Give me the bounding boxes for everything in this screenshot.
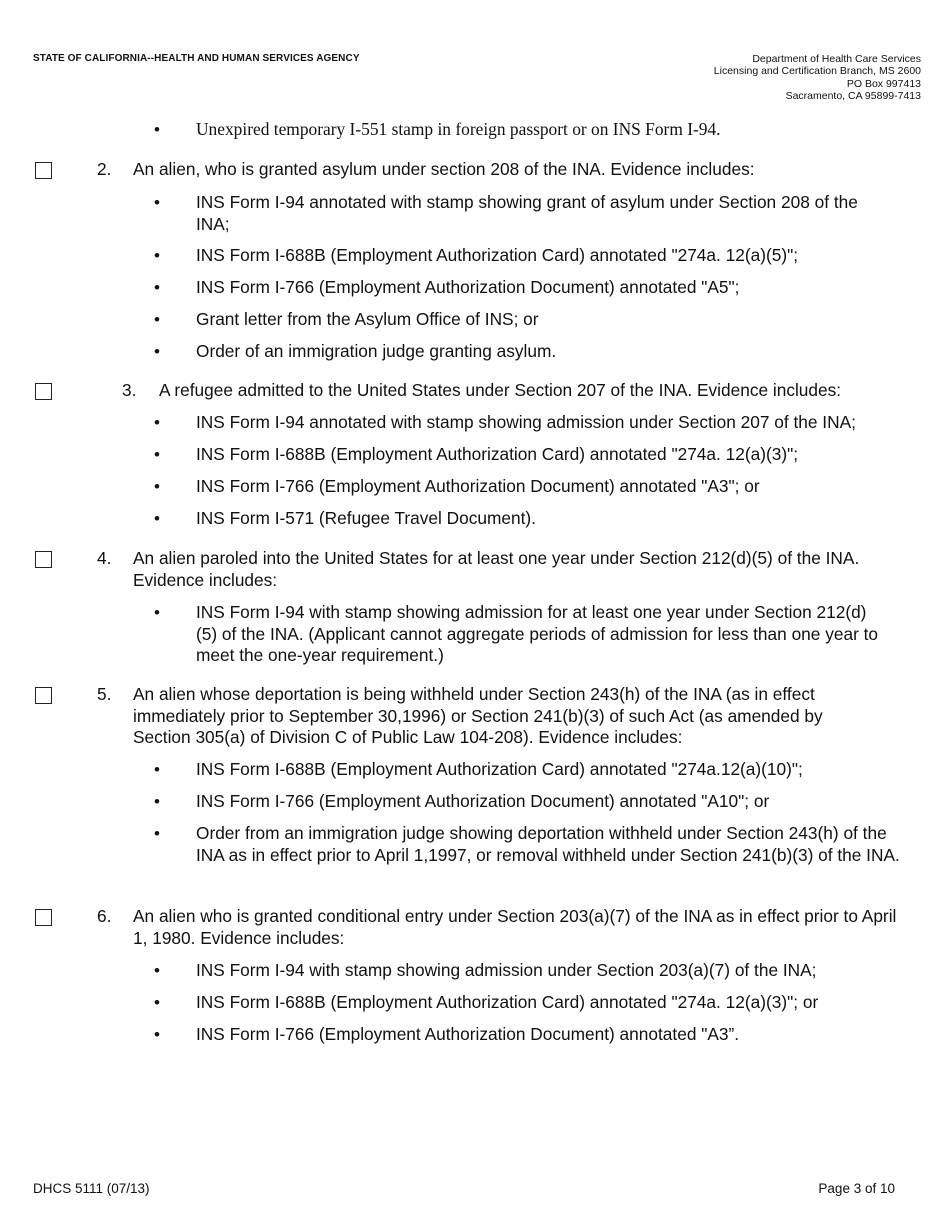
bullet-icon: • xyxy=(154,477,160,496)
bullet-text: INS Form I-766 (Employment Authorization Document) annotated "A3”. xyxy=(196,1024,740,1044)
bullet-icon: • xyxy=(154,120,160,139)
bullet-text: Grant letter from the Asylum Office of INS; or xyxy=(196,309,539,329)
department-address xyxy=(601,53,921,102)
bullet-icon: • xyxy=(154,824,160,843)
intro-bullet-text: Unexpired temporary I-551 stamp in foreign passport or on INS Form I-94. xyxy=(196,119,721,139)
bullet-icon: • xyxy=(154,509,160,528)
bullet-icon: • xyxy=(154,760,160,779)
bullet-text: INS Form I-688B (Employment Authorization Card) annotated "274a. 12(a)(3)"; or xyxy=(196,992,819,1012)
item-number: 2. xyxy=(97,159,112,179)
bullet-text: INS Form I-571 (Refugee Travel Document). xyxy=(196,508,536,528)
item-text: An alien whose deportation is being withheld under Section 243(h) of the INA (as in effect immediately prior to September 30,1996) or Section 241(b)(3) of such Act (as amended by Section 305(a) of Division C of Public Law 104-208). Evidence includes: xyxy=(133,684,823,747)
bullet-text: INS Form I-766 (Employment Authorization Document) annotated "A10"; or xyxy=(196,791,770,811)
department-line: Licensing and Certification Branch, MS 2600 xyxy=(713,65,921,78)
bullet-text: INS Form I-688B (Employment Authorization Card) annotated "274a. 12(a)(3)"; xyxy=(196,444,799,464)
bullet-icon: • xyxy=(154,603,160,622)
bullet-icon: • xyxy=(154,342,160,361)
agency-header: STATE OF CALIFORNIA--HEALTH AND HUMAN SERVICES AGENCY xyxy=(33,53,360,64)
bullet-text: INS Form I-688B (Employment Authorization Card) annotated "274a. 12(a)(5)"; xyxy=(196,245,799,265)
bullet-text: Order of an immigration judge granting asylum. xyxy=(196,341,557,361)
bullet-text: INS Form I-94 annotated with stamp showing admission under Section 207 of the INA; xyxy=(196,412,856,432)
bullet-icon: • xyxy=(154,792,160,811)
item-number: 3. xyxy=(122,380,137,400)
bullet-text: INS Form I-688B (Employment Authorization Card) annotated "274a.12(a)(10)"; xyxy=(196,759,803,779)
bullet-icon: • xyxy=(154,413,160,432)
bullet-icon: • xyxy=(154,961,160,980)
item-text: An alien paroled into the United States for at least one year under Section 212(d)(5) of the INA. Evidence includes: xyxy=(133,548,860,590)
department-line: PO Box 997413 xyxy=(846,77,921,90)
bullet-text: INS Form I-766 (Employment Authorization Document) annotated "A3"; or xyxy=(196,476,760,496)
item-2-checkbox[interactable] xyxy=(35,162,52,179)
bullet-icon: • xyxy=(154,993,160,1012)
item-text: An alien who is granted conditional entry under Section 203(a)(7) of the INA as in effect prior to April 1, 1980. Evidence includes: xyxy=(133,906,897,948)
bullet-icon: • xyxy=(154,310,160,329)
page-number: Page 3 of 10 xyxy=(818,1181,895,1196)
item-number: 5. xyxy=(97,684,112,704)
department-line: Sacramento, CA 95899-7413 xyxy=(785,89,921,102)
item-number: 4. xyxy=(97,548,112,568)
bullet-icon: • xyxy=(154,278,160,297)
item-text: An alien, who is granted asylum under section 208 of the INA. Evidence includes: xyxy=(133,159,755,179)
bullet-text: Order from an immigration judge showing deportation withheld under Section 243(h) of the INA as in effect prior to April 1,1997, or removal withheld under Section 241(b)(3) of the INA. xyxy=(196,823,900,865)
bullet-text: INS Form I-94 annotated with stamp showing grant of asylum under Section 208 of the INA; xyxy=(196,192,858,234)
bullet-text: INS Form I-94 with stamp showing admission under Section 203(a)(7) of the INA; xyxy=(196,960,817,980)
item-6-checkbox[interactable] xyxy=(35,909,52,926)
item-4-checkbox[interactable] xyxy=(35,551,52,568)
bullet-text: INS Form I-766 (Employment Authorization Document) annotated "A5"; xyxy=(196,277,740,297)
bullet-icon: • xyxy=(154,1025,160,1044)
form-id: DHCS 5111 (07/13) xyxy=(33,1181,150,1196)
bullet-icon: • xyxy=(154,246,160,265)
bullet-icon: • xyxy=(154,193,160,212)
bullet-text: INS Form I-94 with stamp showing admission for at least one year under Section 212(d)(5) of the INA. (Applicant cannot aggregate periods of admission for less than one year to meet the one-year requirement.) xyxy=(196,602,879,665)
bullet-icon: • xyxy=(154,445,160,464)
department-line: Department of Health Care Services xyxy=(752,53,921,65)
item-text: A refugee admitted to the United States under Section 207 of the INA. Evidence includes: xyxy=(159,380,842,400)
item-3-checkbox[interactable] xyxy=(35,383,52,400)
item-5-checkbox[interactable] xyxy=(35,687,52,704)
item-number: 6. xyxy=(97,906,112,926)
